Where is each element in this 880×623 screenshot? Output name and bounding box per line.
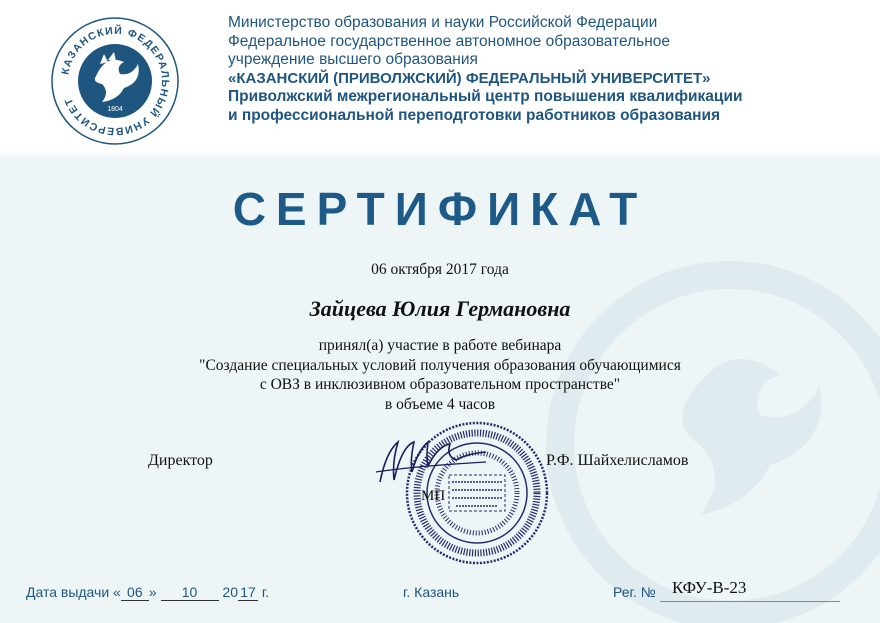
signer-position: Директор xyxy=(148,452,213,469)
issue-day: 06 xyxy=(121,584,149,601)
stamp-label: МП xyxy=(421,488,446,504)
hours-line: в объеме 4 часов xyxy=(384,395,496,413)
institution-type-line: Федеральное государственное автономное образовательное xyxy=(228,32,671,50)
seal-ring-text: КАЗАНСКИЙ ФЕДЕРАЛЬНЫЙ УНИВЕРСИТЕТ xyxy=(59,24,172,138)
issuer-header xyxy=(228,14,868,126)
webinar-title-line-1: "Создание специальных условий получения образования обучающимися xyxy=(199,356,681,374)
issue-date-footer xyxy=(26,584,269,601)
webinar-title-line-2: с ОВЗ в инклюзивном образовательном пространстве" xyxy=(259,376,621,393)
issue-year-suffix: 17 xyxy=(238,584,258,601)
issue-month: 10 xyxy=(161,584,219,601)
center-name-line-2: и профессиональной переподготовки работников образования xyxy=(228,106,721,124)
registration-label: Рег. № xyxy=(613,584,656,600)
seal-year: 1804 xyxy=(107,106,123,113)
signer-name: Р.Ф. Шайхелисламов xyxy=(546,452,689,469)
recipient-name: Зайцева Юлия Германовна xyxy=(309,296,571,321)
ministry-line: Министерство образования и науки Российской Федерации xyxy=(228,14,658,31)
university-name: «КАЗАНСКИЙ (ПРИВОЛЖСКИЙ) ФЕДЕРАЛЬНЫЙ УНИВЕРСИТЕТ» xyxy=(228,69,711,87)
registration-number: КФУ-В-23 xyxy=(672,578,747,597)
issue-year-end: г. xyxy=(257,584,270,600)
issue-date: 06 октября 2017 года xyxy=(371,261,509,278)
registration-underline xyxy=(660,601,840,602)
handwritten-signature xyxy=(372,432,502,492)
issue-day-close: » xyxy=(148,584,157,600)
center-name-line: Приволжский межрегиональный центр повышения квалификации xyxy=(228,88,743,106)
university-seal-icon xyxy=(48,14,183,149)
institution-type-line-2: учреждение высшего образования xyxy=(228,51,478,69)
participation-line: принял(а) участие в работе вебинара xyxy=(318,337,562,354)
issue-city: г. Казань xyxy=(403,584,460,600)
certificate-body xyxy=(0,336,880,414)
issue-date-label: Дата выдачи « xyxy=(26,584,121,600)
certificate-title: СЕРТИФИКАТ xyxy=(232,183,648,235)
issue-year-prefix: 20 xyxy=(222,584,238,600)
